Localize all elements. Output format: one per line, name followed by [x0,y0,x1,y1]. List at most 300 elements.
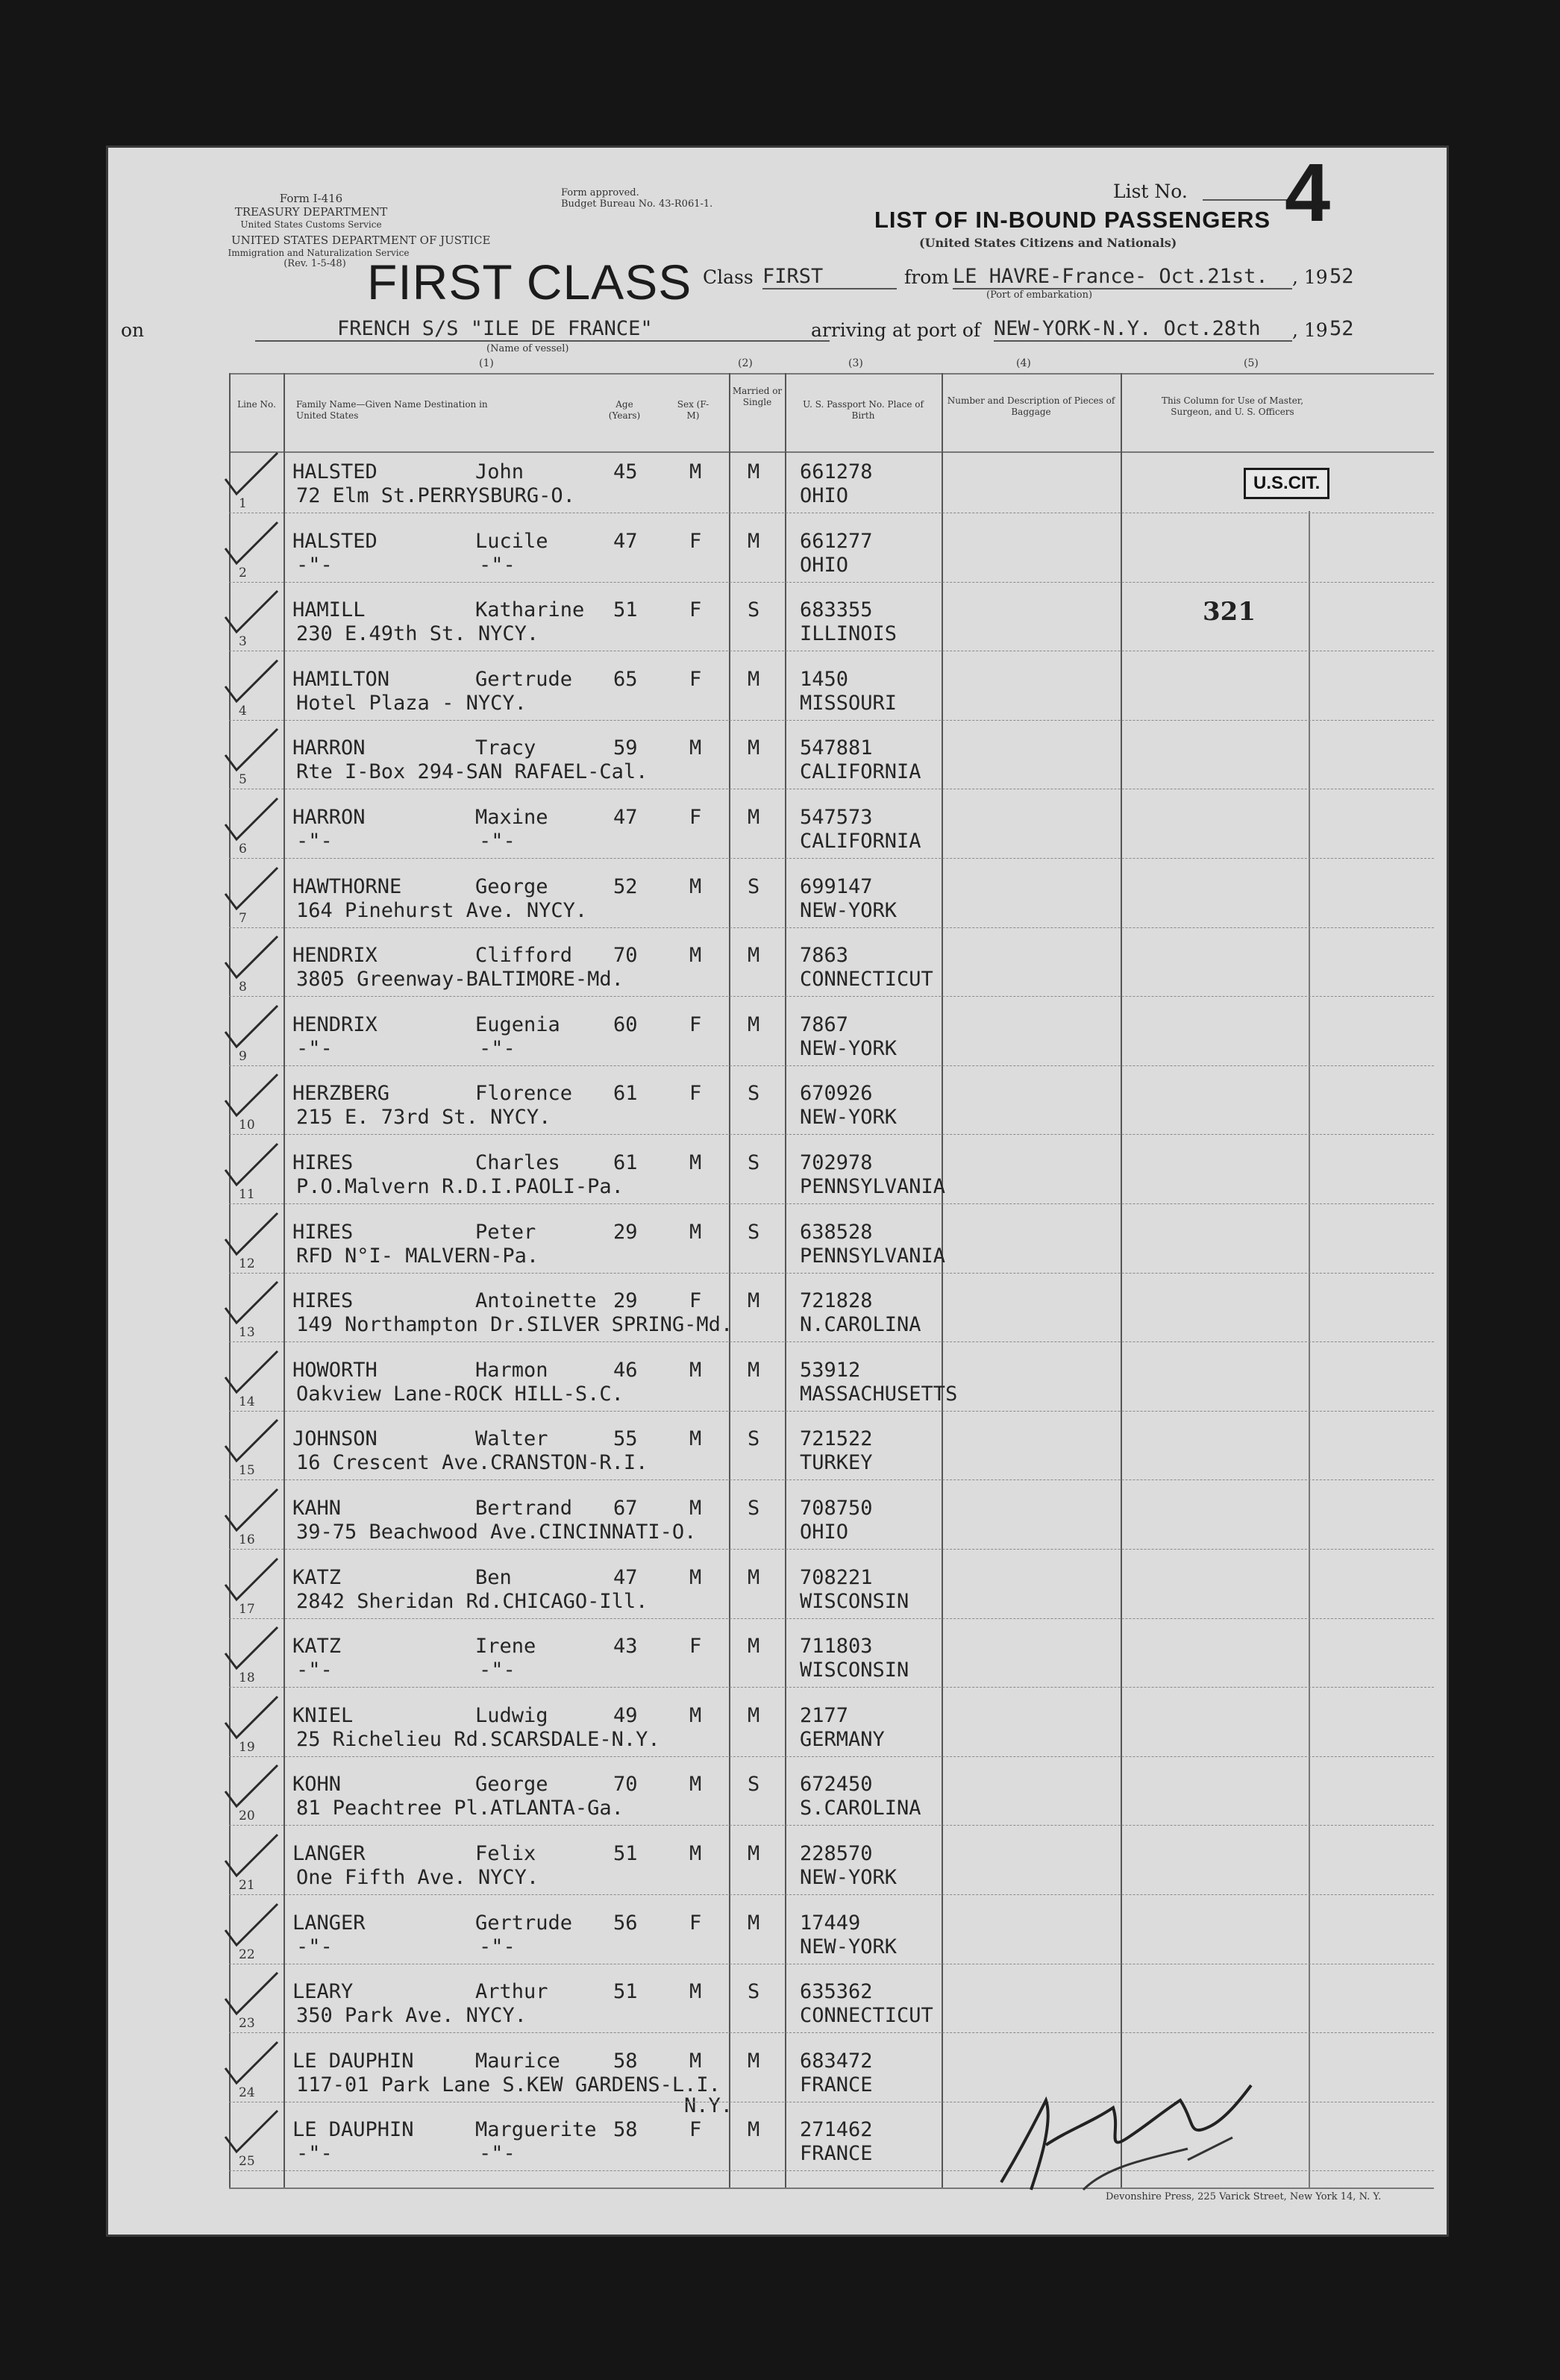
line-number: 16 [239,1532,255,1547]
address: -"- [296,553,333,577]
address: 350 Park Ave. NYCY. [296,2004,527,2028]
address: 16 Crescent Ave.CRANSTON-R.I. [296,1451,648,1475]
table-row [106,1427,1449,1503]
sex: M [689,1497,702,1520]
us-citizen-stamp: U.S.CIT. [1244,468,1329,499]
age: 70 [613,944,638,968]
given-name: Peter [475,1220,536,1244]
birthplace: OHIO [800,484,849,507]
passport-number: 708221 [800,1565,873,1589]
passport-number: 670926 [800,1082,873,1106]
check-mark-icon [218,933,285,985]
row-separator [229,582,1434,583]
line-number: 9 [239,1048,247,1064]
birthplace: FRANCE [800,2142,873,2166]
line-number: 1 [239,496,247,511]
check-mark-icon [218,1416,285,1468]
passport-number: 638528 [800,1220,873,1244]
check-mark-icon [218,2038,285,2091]
age: 61 [613,1082,638,1106]
check-mark-icon [218,657,285,709]
arriving-year-prefix: , 19 [1292,319,1328,341]
justice-line1: UNITED STATES DEPARTMENT OF JUSTICE [231,234,491,247]
sex: F [689,667,702,691]
table-row [106,1497,1449,1573]
sex: F [689,806,702,829]
birthplace: PENNSYLVANIA [800,1244,946,1268]
check-mark-icon [218,1831,285,1883]
revision: (Rev. 1-5-48) [284,258,346,269]
sex: M [689,2049,702,2073]
birthplace: N.CAROLINA [800,1313,921,1337]
sex: F [689,1911,702,1935]
row-separator [229,720,1434,721]
line-number: 11 [239,1187,255,1202]
passport-number: 711803 [800,1635,873,1659]
row-separator [229,1894,1434,1895]
row-separator [229,1065,1434,1066]
family-name: HIRES [292,1151,354,1174]
birthplace: WISCONSIN [800,1659,909,1682]
table-row [106,1842,1449,1918]
table-row [106,736,1449,812]
dept-line1: TREASURY DEPARTMENT [234,205,388,219]
address: 230 E.49th St. NYCY. [296,622,539,646]
marital-status: M [748,1635,760,1659]
table-row [106,1635,1449,1711]
line-number: 2 [239,565,247,580]
marital-status: M [748,806,760,829]
column-number: (2) [738,357,753,369]
check-mark-icon [218,587,285,639]
passport-number: 1450 [800,667,849,691]
address: Oakview Lane-ROCK HILL-S.C. [296,1382,624,1406]
line-number: 20 [239,1809,255,1824]
row-separator [229,1341,1434,1342]
birthplace: MISSOURI [800,691,898,715]
marital-status: M [748,1703,760,1727]
list-no-underline [1203,199,1292,201]
marital-status: S [748,1220,760,1244]
sex: M [689,874,702,898]
marital-status: M [748,1911,760,1935]
age: 70 [613,1773,638,1797]
table-row [106,1980,1449,2056]
given-name: Tracy [475,736,536,760]
address: 149 Northampton Dr.SILVER SPRING-Md. [296,1313,733,1337]
sex: F [689,1635,702,1659]
marital-status: S [748,874,760,898]
family-name: HOWORTH [292,1358,378,1382]
marital-status: M [748,736,760,760]
marital-status: S [748,1427,760,1451]
line-number: 12 [239,1256,255,1271]
line-number: 5 [239,772,247,788]
given-name: Lucile [475,529,548,553]
row-separator [229,1273,1434,1274]
marital-status: S [748,598,760,622]
sex: M [689,1151,702,1174]
row-separator [229,1203,1434,1204]
given-name-ditto: -"- [479,2142,516,2166]
given-name: Gertrude [475,667,573,691]
check-mark-icon [218,1693,285,1745]
given-name: John [475,460,524,483]
header-bottom-border [229,451,1434,453]
header-line-no: Line No. [237,399,276,410]
family-name: HIRES [292,1289,354,1313]
arriving-label: arriving at port of [811,319,981,341]
age: 47 [613,806,638,829]
birthplace: OHIO [800,1521,849,1544]
passport-number: 7863 [800,944,849,968]
table-row [106,1565,1449,1642]
age: 65 [613,667,638,691]
form-number: Form I-416 [279,192,343,205]
from-year: 52 [1329,265,1354,288]
passport-number: 271462 [800,2118,873,2142]
from-value: LE HAVRE-France- Oct.21st. [953,265,1292,289]
passport-number: 228570 [800,1842,873,1865]
line-number: 22 [239,1947,255,1962]
class-label: Class [703,266,754,288]
passport-number: 672450 [800,1773,873,1797]
given-name: Marguerite [475,2118,597,2142]
check-mark-icon [218,2107,285,2159]
age: 61 [613,1151,638,1174]
birthplace: NEW-YORK [800,1036,898,1060]
age: 51 [613,598,638,622]
marital-status: M [748,2118,760,2142]
marital-status: S [748,1773,760,1797]
age: 56 [613,1911,638,1935]
marital-status: S [748,1151,760,1174]
check-mark-icon [218,1071,285,1123]
family-name: HENDRIX [292,1012,378,1036]
address: -"- [296,830,333,853]
given-name: Charles [475,1151,560,1174]
line-number: 25 [239,2154,255,2170]
passport-number: 547881 [800,736,873,760]
pencil-count: 321 [1203,597,1256,627]
table-row [106,944,1449,1020]
marital-status: S [748,1497,760,1520]
passport-number: 2177 [800,1703,849,1727]
family-name: KATZ [292,1635,342,1659]
sex: M [689,1842,702,1865]
given-name: Katharine [475,598,585,622]
address: 117-01 Park Lane S.KEW GARDENS-L.I. [296,2073,721,2096]
family-name: LANGER [292,1911,366,1935]
row-separator [229,858,1434,859]
birthplace: WISCONSIN [800,1589,909,1613]
table-row [106,874,1449,951]
sex: F [689,1082,702,1106]
check-mark-icon [218,1485,285,1538]
header-name: Family Name—Given Name Destination in United States [296,399,488,421]
marital-status: S [748,1980,760,2004]
address-continuation: N.Y. [684,2094,733,2117]
class-value: FIRST [762,265,897,289]
line-number: 3 [239,634,247,650]
marital-status: M [748,1565,760,1589]
family-name: HAMILL [292,598,366,622]
given-name: Irene [475,1635,536,1659]
form-subtitle: (United States Citizens and Nationals) [919,236,1177,250]
line-number: 24 [239,2085,255,2100]
birthplace: CALIFORNIA [800,760,921,784]
check-mark-icon [218,1761,285,1814]
family-name: HAWTHORNE [292,874,402,898]
given-name: Ben [475,1565,512,1589]
passport-number: 721828 [800,1289,873,1313]
arriving-value: NEW-YORK-N.Y. Oct.28th [994,317,1292,342]
sex: M [689,944,702,968]
form-title: LIST OF IN-BOUND PASSENGERS [874,207,1271,233]
approved-line1: Form approved. [561,187,639,198]
age: 52 [613,874,638,898]
from-year-prefix: , 19 [1292,266,1328,288]
arriving-year: 52 [1329,317,1354,340]
table-row [106,1151,1449,1227]
port-caption: (Port of embarkation) [986,289,1093,301]
birthplace: CALIFORNIA [800,830,921,853]
address: P.O.Malvern R.D.I.PAOLI-Pa. [296,1175,624,1198]
line-number: 15 [239,1463,255,1479]
table-row [106,1289,1449,1365]
sex: F [689,529,702,553]
check-mark-icon [218,1969,285,2021]
marital-status: M [748,1358,760,1382]
family-name: KAHN [292,1497,342,1520]
family-name: LE DAUPHIN [292,2118,414,2142]
marital-status: M [748,1289,760,1313]
check-mark-icon [218,1555,285,1607]
family-name: HIRES [292,1220,354,1244]
passport-number: 635362 [800,1980,873,2004]
age: 47 [613,1565,638,1589]
address: -"- [296,1036,333,1060]
family-name: LE DAUPHIN [292,2049,414,2073]
given-name: Arthur [475,1980,548,2004]
given-name-ditto: -"- [479,1659,516,1682]
family-name: HARRON [292,806,366,829]
column-number: (5) [1244,357,1259,369]
age: 29 [613,1289,638,1313]
given-name: Antoinette [475,1289,597,1313]
table-row [106,598,1449,674]
row-separator [229,1549,1434,1550]
marital-status: M [748,944,760,968]
header-passport: U. S. Passport No. Place of Birth [803,399,924,421]
passport-number: 547573 [800,806,873,829]
passport-number: 661277 [800,529,873,553]
line-number: 13 [239,1325,255,1341]
family-name: HARRON [292,736,366,760]
check-mark-icon [218,795,285,847]
from-label: from [904,266,949,288]
family-name: HERZBERG [292,1082,390,1106]
birthplace: CONNECTICUT [800,2004,933,2028]
birthplace: PENNSYLVANIA [800,1175,946,1198]
table-row [106,1082,1449,1158]
check-mark-icon [218,449,285,501]
printer-credit: Devonshire Press, 225 Varick Street, New York 14, N. Y. [1106,2191,1382,2202]
age: 47 [613,529,638,553]
passport-number: 53912 [800,1358,861,1382]
marital-status: M [748,460,760,483]
given-name: Walter [475,1427,548,1451]
given-name-ditto: -"- [479,1036,516,1060]
age: 45 [613,460,638,483]
table-row [106,1220,1449,1297]
age: 58 [613,2118,638,2142]
line-number: 21 [239,1878,255,1893]
check-mark-icon [218,1002,285,1054]
address: Hotel Plaza - NYCY. [296,691,527,715]
family-name: LEARY [292,1980,354,2004]
passport-number: 699147 [800,874,873,898]
sex: M [689,736,702,760]
age: 49 [613,1703,638,1727]
address: 72 Elm St.PERRYSBURG-O. [296,484,575,507]
table-row [106,667,1449,744]
birthplace: CONNECTICUT [800,968,933,992]
birthplace: FRANCE [800,2073,873,2096]
given-name: Maxine [475,806,548,829]
address: 215 E. 73rd St. NYCY. [296,1106,551,1130]
line-number: 14 [239,1394,255,1409]
manifest-sheet [106,145,1449,2237]
inspector-signature [994,2055,1262,2205]
age: 55 [613,1427,638,1451]
line-number: 19 [239,1739,255,1755]
given-name: Ludwig [475,1703,548,1727]
address: 39-75 Beachwood Ave.CINCINNATI-O. [296,1521,697,1544]
age: 43 [613,1635,638,1659]
given-name: Florence [475,1082,573,1106]
approved-line2: Budget Bureau No. 43-R061-1. [561,198,713,210]
age: 59 [613,736,638,760]
address: 25 Richelieu Rd.SCARSDALE-N.Y. [296,1727,660,1751]
given-name: Bertrand [475,1497,573,1520]
header-sex: Sex (F-M) [677,399,709,421]
address: 3805 Greenway-BALTIMORE-Md. [296,968,624,992]
address: -"- [296,1659,333,1682]
age: 51 [613,1842,638,1865]
address: 81 Peachtree Pl.ATLANTA-Ga. [296,1797,624,1820]
line-number: 18 [239,1670,255,1686]
address: -"- [296,2142,333,2166]
age: 67 [613,1497,638,1520]
row-separator [229,1756,1434,1757]
birthplace: ILLINOIS [800,622,898,646]
check-mark-icon [218,1209,285,1262]
row-separator [229,1687,1434,1688]
passport-number: 7867 [800,1012,849,1036]
sex: M [689,1703,702,1727]
given-name-ditto: -"- [479,553,516,577]
marital-status: M [748,667,760,691]
check-mark-icon [218,1900,285,1952]
passport-number: 683472 [800,2049,873,2073]
table-top-border [229,373,1434,375]
given-name: Maurice [475,2049,560,2073]
family-name: JOHNSON [292,1427,378,1451]
header-officers: This Column for Use of Master, Surgeon, and U. S. Officers [1161,395,1304,417]
age: 46 [613,1358,638,1382]
age: 58 [613,2049,638,2073]
address: 164 Pinehurst Ave. NYCY. [296,898,588,922]
birthplace: NEW-YORK [800,1106,898,1130]
table-row [106,1012,1449,1089]
birthplace: GERMANY [800,1727,885,1751]
given-name-ditto: -"- [479,830,516,853]
birthplace: NEW-YORK [800,898,898,922]
family-name: HAMILTON [292,667,390,691]
table-row [106,529,1449,606]
row-separator [229,1618,1434,1619]
row-separator [229,1825,1434,1826]
family-name: KATZ [292,1565,342,1589]
line-number: 6 [239,842,247,857]
passport-number: 721522 [800,1427,873,1451]
family-name: HALSTED [292,529,378,553]
address: RFD N°I- MALVERN-Pa. [296,1244,539,1268]
sex: M [689,1220,702,1244]
dept-line2: United States Customs Service [240,219,382,230]
family-name: HENDRIX [292,944,378,968]
vessel-caption: (Name of vessel) [486,343,569,354]
check-mark-icon [218,1623,285,1676]
given-name: Clifford [475,944,573,968]
given-name: Eugenia [475,1012,560,1036]
address: Rte I-Box 294-SAN RAFAEL-Cal. [296,760,648,784]
marital-status: S [748,1082,760,1106]
table-row [106,1773,1449,1849]
row-separator [229,1479,1434,1480]
line-number: 8 [239,980,247,995]
sex: M [689,460,702,483]
line-number: 7 [239,910,247,926]
list-number: 4 [1285,147,1331,239]
table-row [106,1703,1449,1780]
family-name: HALSTED [292,460,378,483]
check-mark-icon [218,1347,285,1400]
family-name: KNIEL [292,1703,354,1727]
on-label: on [121,319,145,341]
check-mark-icon [218,725,285,777]
check-mark-icon [218,519,285,571]
sex: M [689,1980,702,2004]
table-row [106,806,1449,882]
birthplace: NEW-YORK [800,1866,898,1889]
line-number: 23 [239,2016,255,2032]
sex: M [689,1773,702,1797]
sex: F [689,1289,702,1313]
header-baggage: Number and Description of Pieces of Baggage [947,395,1115,417]
justice-line2: Immigration and Naturalization Service [228,248,410,258]
family-name: LANGER [292,1842,366,1865]
marital-status: M [748,2049,760,2073]
class-heading: FIRST CLASS [367,254,692,310]
vessel-value: FRENCH S/S "ILE DE FRANCE" [255,317,830,342]
birthplace: MASSACHUSETTS [800,1382,958,1406]
line-number: 10 [239,1118,255,1133]
address: One Fifth Ave. NYCY. [296,1866,539,1889]
passport-number: 708750 [800,1497,873,1520]
given-name: Felix [475,1842,536,1865]
